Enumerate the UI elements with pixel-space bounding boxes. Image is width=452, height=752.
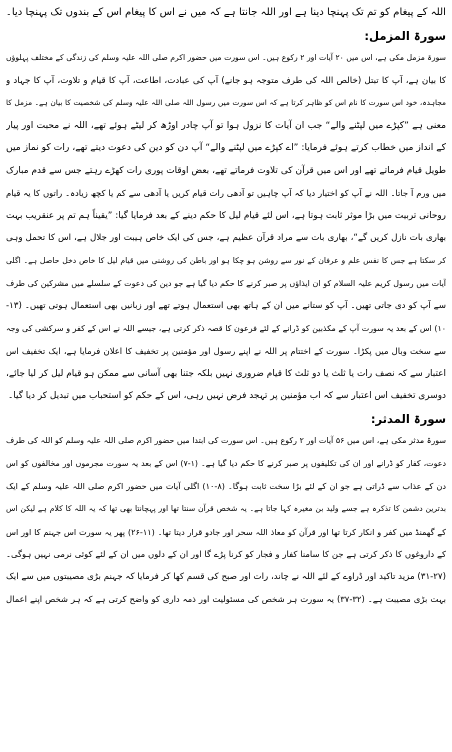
body-line: بہت بڑی مصیبت ہے۔ (۳۲-۳۷) یہ سورت ہر شخص کی مسئولیت اور ذمہ داری کو واضح کرتی ہے کہ ہر شخص اپنے اعمال bbox=[6, 594, 446, 605]
body-line: اعتبار سے کہ نصف رات یا ثلث یا دو ثلث کا قیام ضروری نہیں بلکہ جتنا بھی آسانی سے ممکن ہو قیام لیل کر لیا جائے، bbox=[6, 368, 446, 379]
section-body-muddaththir bbox=[6, 430, 446, 610]
section-heading-muddaththir: سورۃ المدثر: bbox=[370, 411, 446, 426]
body-line: بھاری بات نازل کریں گے“، بھاری بات سے مراد قرآن عظیم ہے، جس کی ایک خاص ہیبت اور جلال ہے، اس کا تحمل وہی bbox=[6, 233, 446, 244]
body-line: سے سخت وبال میں پکڑا۔ سورت کے اختتام پر اللہ نے اپنے رسول اور مؤمنین پر تخفیف کا اعلان فرمایا ہے، ایک تخفیف اس bbox=[6, 346, 446, 357]
body-line: بدترین دشمن کا تذکرہ ہے جسے ولید بن مغیرہ کہا جاتا ہے۔ یہ شخص قرآن سنتا تھا اور پہچانتا بھی تھا کہ یہ اللہ کا کلام ہے لیکن اس bbox=[6, 504, 446, 514]
body-line: کے داروغوں کا ذکر کرتی ہے جن کا سامنا کفار و فجار کو کرنا پڑے گا اور ان کے دلوں میں ان کے لئے کوئی نرمی نہیں ہوگی۔ bbox=[6, 549, 446, 560]
body-line: (۳۱-۲۷) مزید تاکید اور ڈراوے کے لئے اللہ نے چاند، رات اور صبح کی قسم کھا کر فرمایا کہ جہنم بڑی مصیبتوں میں سے ایک bbox=[6, 571, 446, 582]
body-line: مجاہدہ، خود اس سورت کا نام اس کو ظاہر کرتا ہے کہ اس سورت میں رسول اللہ صلی اللہ علیہ وسلم کی شخصیت کا بیان ہے۔ مزمل کا bbox=[6, 98, 446, 108]
section-heading-muzzammil: سورۃ المزمل: bbox=[364, 28, 446, 43]
body-line: ۱۰) اس کے بعد یہ سورت آپ کے مکذبین کو ڈرانے کے لئے فرعون کا قصہ ذکر کرتی ہے، جیسے اللہ نے اس کے کفر و سرکشی کی وجہ bbox=[6, 323, 446, 333]
body-line: طویل قیام فرماتے تھے اور اس میں قرآن کی تلاوت فرماتے تھے، بعض اوقات پوری رات کھڑے رہتے جس سے قدم مبارک bbox=[6, 165, 446, 176]
body-line: دن کے عذاب سے ڈراتی ہے جو ان کے لئے بڑا سخت ثابت ہوگا۔ (۸-۱۰) اگلی آیات میں حضور اکرم صلی اللہ علیہ وسلم کے ایک bbox=[6, 481, 446, 492]
intro-line: اللہ کے پیغام کو تم تک پہنچا دینا ہے اور اللہ جانتا ہے کہ میں نے اس کا پیغام اس کے بندوں تک پہنچا دیا۔ bbox=[6, 7, 446, 18]
body-line: دعوت، کفار کو ڈرانے اور ان کی تکلیفوں پر صبر کرنے کا حکم دیا گیا ہے۔ (۱-۷) اس کے بعد یہ سورت مجرموں اور مخالفوں کو اس bbox=[6, 458, 446, 468]
body-line: کا بیان ہے، آپ کا تبتل (خالص اللہ کی طرف متوجہ ہو جانے) آپ کی عبادت، اطاعت، آپ کا قیام و تلاوت، آپ کا جہاد و bbox=[6, 75, 446, 86]
body-line: سورۃ مدثر مکی ہے، اس میں ۵۶ آیات اور ۲ رکوع ہیں۔ اس سورت کی ابتدا میں حضور اکرم صلی اللہ علیہ وسلم کو اللہ کی طرف bbox=[6, 436, 446, 446]
body-line: کے گھمنڈ میں کفر و انکار کرتا تھا اور قرآن کو معاذ اللہ سحر اور جادو قرار دیتا تھا۔ (۱۱-۲۶) پھر یہ سورت اس جہنم کا اور اس bbox=[6, 526, 446, 537]
body-line: روحانی تربیت میں بڑا موثر ثابت ہوتا ہے، اس لئے قیام لیل کا حکم دینے کے بعد فرمایا گیا: ”یقیناً ہم تم پر عنقریب بہت bbox=[6, 210, 446, 221]
section-body-muzzammil bbox=[6, 47, 446, 408]
body-line: کے انداز میں خطاب کرتے ہوئے فرمایا: ”اے کپڑے میں لپٹنے والے“ آپ دن کو دین کی دعوت دیتے تھے، رات کو نماز میں bbox=[6, 142, 446, 154]
body-line: کر سکتا ہے جس کا نفس علم و عرفان کے نور سے روشن ہو چکا ہو اور باطن کی روشنی میں قیام لیل کا خاص دخل حاصل ہے۔ اگلی bbox=[6, 256, 446, 266]
body-line: میں ورم آ جاتا۔ اللہ نے آپ کو اختیار دیا کہ آپ چاہیں تو آدھی رات قیام کریں یا آدھی سے کم یا کچھ زیادہ۔ راتوں کا یہ قیام bbox=[6, 188, 446, 199]
body-line: سورۃ مزمل مکی ہے، اس میں ۲۰ آیات اور ۲ رکوع ہیں۔ اس سورت میں حضور اکرم صلی اللہ علیہ وسلم کی زندگی کے مختلف پہلوؤں bbox=[6, 53, 446, 63]
body-line: معنی ہے ”کپڑے میں لپٹنے والے“ جب ان آیات کا نزول ہوا تو آپ چادر اوڑھ کر لیٹے ہوئے تھے، اللہ نے محبت اور پیار bbox=[6, 119, 446, 131]
body-line: دوسری تخفیف اس اعتبار سے کہ اب مؤمنین پر تہجد فرض نہیں رہی، اس کے حکم کو استحباب میں تبدیل کر دیا گیا۔ bbox=[8, 391, 446, 402]
body-line: سے آپ کو دی جاتی تھیں۔ آپ کو ستانے میں ان کے ہاتھ بھی استعمال ہوتے تھے اور زبانیں بھی استعمال ہوتی تھیں۔ (۱۳- bbox=[6, 301, 446, 312]
body-line: آیات میں رسول کریم علیہ السلام کو ان ایذاؤں پر صبر کرنے کا حکم دیا گیا ہے جو دین کی دعوت کے سلسلے میں مشرکین کی طرف bbox=[6, 278, 446, 288]
